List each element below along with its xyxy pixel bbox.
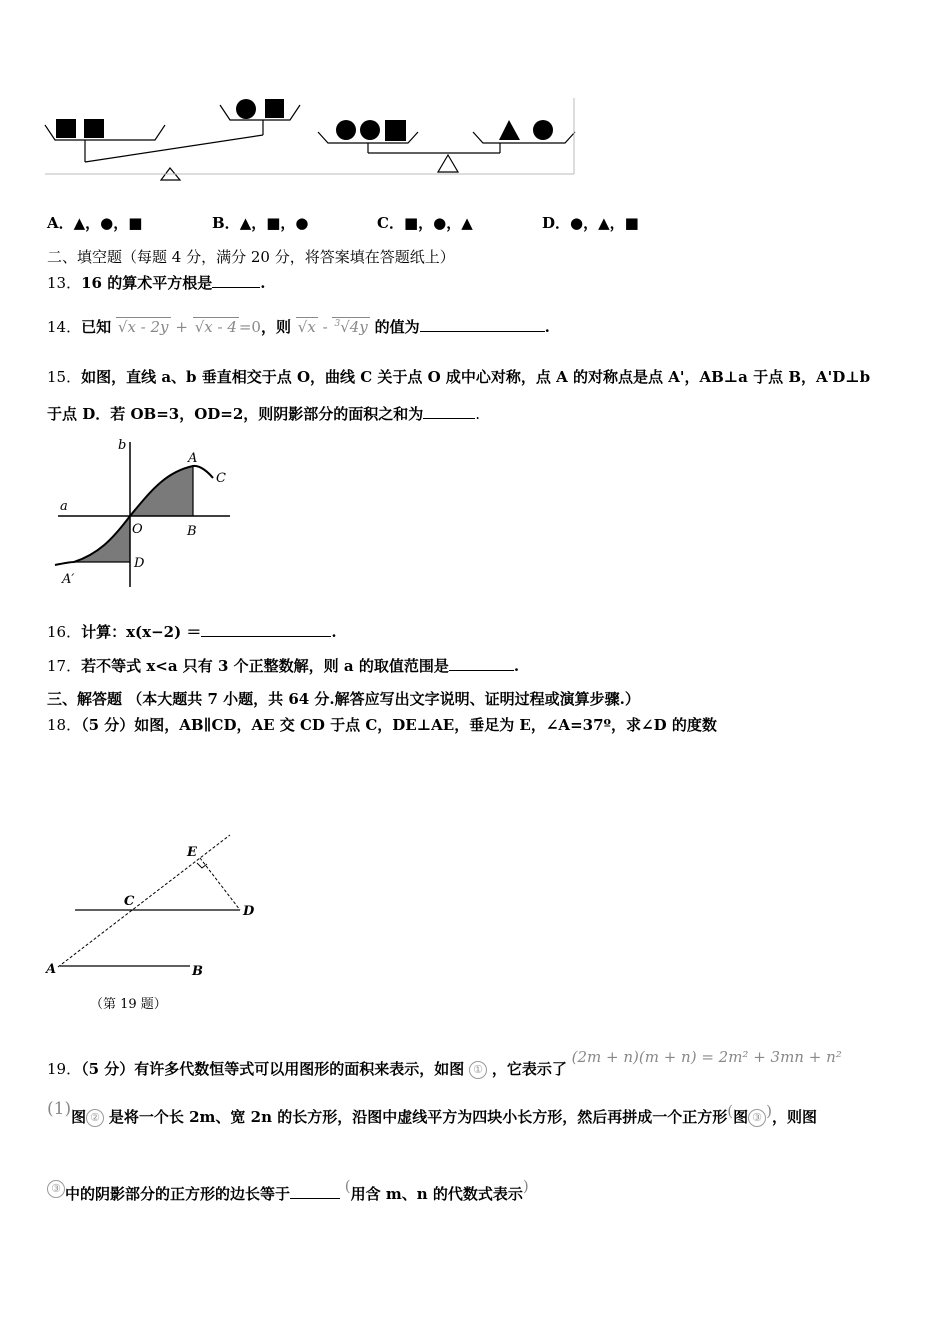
q15-shaded-region-lower (74, 516, 130, 562)
q18-label-D: D (243, 904, 255, 919)
q17-answer-blank[interactable] (449, 656, 514, 671)
q13-answer-blank[interactable] (212, 273, 260, 288)
q12-option-c[interactable] (377, 212, 473, 233)
q18-caption: （第 19 题） (90, 997, 167, 1012)
q19-part8: 用含 m、n 的代数式表示 (350, 1185, 523, 1203)
question-19-line-3 (47, 1177, 529, 1204)
question-18 (47, 714, 717, 735)
option-c-label: C． (377, 214, 404, 232)
q18-label-C: C (124, 894, 135, 909)
q14-answer-blank[interactable] (420, 317, 545, 332)
q14-end: . (544, 318, 550, 336)
option-d-label: D． (542, 214, 571, 232)
q19-part5: 图 (733, 1108, 749, 1126)
q13-text: 16 的算术平方根是 (81, 274, 213, 292)
q14-val-minus: - (322, 318, 328, 336)
q15-shaded-region-upper (130, 466, 193, 516)
q15-label-B: B (187, 524, 197, 539)
q19-paren-close-2: ) (522, 1177, 529, 1195)
q12-option-a[interactable] (47, 212, 142, 233)
q17-text: 若不等式 x<a 只有 3 个正整数解，则 a 的取值范围是 (81, 657, 449, 675)
q16-text: 计算：x(x−2) ＝ (81, 623, 202, 641)
q13-number: 13． (47, 274, 82, 292)
q15-answer-blank[interactable] (423, 404, 475, 419)
option-d-text: ●，▲，■ (570, 214, 639, 232)
q15-label-a: a (60, 499, 68, 514)
q17-number: 17． (47, 657, 82, 675)
q18-text: （5 分）如图，AB∥CD，AE 交 CD 于点 C，DE⊥AE，垂足为 E，∠A=37º，求∠D 的度数 (81, 716, 717, 734)
q15-end: . (475, 405, 481, 423)
q16-number: 16． (47, 623, 82, 641)
balance-scales-figure (40, 90, 585, 182)
q19-formula: (2m + n)(m + n) = 2m² + 3mn + n² (571, 1048, 842, 1066)
q12-option-b[interactable] (212, 212, 308, 233)
q18-line-de (200, 858, 240, 910)
q14-root-index: 3 (334, 319, 341, 329)
q14-sqrt-term-1: √x - 2y (117, 318, 169, 336)
q15-label-O: O (132, 522, 143, 537)
q12-option-d[interactable] (542, 212, 639, 233)
q15-text-line-1: 如图，直线 a、b 垂直相交于点 O，曲线 C 关于点 O 成中心对称，点 A 的对称点是点 A'，AB⊥a 于点 B，A'D⊥b (81, 368, 871, 386)
option-b-label: B． (212, 214, 240, 232)
q19-paren-1: (1) (47, 1099, 72, 1119)
left-balance-scale (45, 99, 300, 180)
q14-number: 14． (47, 318, 82, 336)
q14-sqrt-term-2: √x - 4 (194, 318, 237, 336)
q13-end: . (260, 274, 266, 292)
q18-line-ae (58, 835, 230, 967)
q15-figure (50, 432, 240, 592)
q19-paren-open-2: ( (344, 1177, 351, 1195)
section2-heading: 二、填空题（每题 4 分，满分 20 分，将答案填在答题纸上） (47, 248, 455, 266)
q14-middle: ，则 (260, 318, 291, 336)
q14-suffix: 的值为 (374, 318, 420, 336)
q18-number: 18． (47, 716, 82, 734)
q14-eq-rhs: =0 (238, 318, 261, 336)
q16-answer-blank[interactable] (201, 622, 331, 637)
q19-paren-open: ( (727, 1102, 734, 1120)
q19-part3: 图 (71, 1108, 87, 1126)
question-15-line-2 (47, 403, 480, 424)
q19-figure-ref-2: ② (86, 1109, 104, 1127)
q15-label-D: D (134, 556, 145, 571)
q15-label-C: C (216, 471, 226, 486)
q19-figure-ref-3: ③ (748, 1109, 766, 1127)
q14-eq-expr1: x - 2y (127, 318, 169, 336)
q18-label-E: E (187, 845, 197, 860)
q19-paren-close: ) (766, 1102, 772, 1120)
q14-val-expr1: x (307, 318, 316, 336)
q15-label-A-prime: A′ (62, 572, 75, 587)
q19-number: 19． (47, 1060, 82, 1078)
option-a-label: A． (47, 214, 74, 232)
q19-part2: ，它表示了 (491, 1060, 567, 1078)
question-19-line-2 (47, 1099, 817, 1127)
q14-val-expr2: 4y (349, 318, 368, 336)
q17-end: . (513, 657, 520, 675)
question-15-line-1 (47, 366, 870, 387)
q18-label-A: A (46, 962, 57, 977)
question-19-line-1 (47, 1048, 842, 1079)
question-13 (47, 272, 265, 293)
option-a-text: ▲，●，■ (73, 214, 143, 232)
q18-label-B: B (192, 964, 203, 979)
q19-answer-blank[interactable] (290, 1184, 340, 1199)
option-b-text: ▲，■，● (239, 214, 309, 232)
right-balance-scale (318, 120, 575, 172)
q19-figure-ref-4: ③ (47, 1180, 65, 1198)
q15-text-line-2: 于点 D．若 OB=3，OD=2，则阴影部分的面积之和为 (47, 405, 424, 423)
q19-part6: ，则图 (771, 1108, 817, 1126)
q19-figure-ref-1: ① (469, 1061, 487, 1079)
q14-cbrt-4y: $^3$√4y (334, 318, 368, 336)
q14-eq-plus: + (175, 318, 188, 336)
q15-label-A: A (188, 451, 198, 466)
question-14 (47, 316, 550, 337)
q14-sqrt-x: √x (297, 318, 316, 336)
question-16 (47, 621, 337, 642)
q15-label-b: b (118, 438, 127, 453)
question-17 (47, 655, 519, 676)
q15-number: 15． (47, 368, 82, 386)
q14-prefix: 已知 (81, 318, 112, 336)
q14-eq-expr2: x - 4 (204, 318, 237, 336)
q19-part1: （5 分）有许多代数恒等式可以用图形的面积来表示，如图 (81, 1060, 465, 1078)
option-c-text: ■，●，▲ (403, 214, 473, 232)
section3-heading: 三、解答题 （本大题共 7 小题，共 64 分.解答应写出文字说明、证明过程或演算步骤.） (47, 690, 640, 708)
q16-end: . (331, 623, 337, 641)
q18-figure (40, 830, 270, 1020)
q19-part7: 中的阴影部分的正方形的边长等于 (65, 1185, 291, 1203)
q19-part4: 是将一个长 2m、宽 2n 的长方形，沿图中虚线平方为四块小长方形，然后再拼成一个正方形 (108, 1108, 728, 1126)
